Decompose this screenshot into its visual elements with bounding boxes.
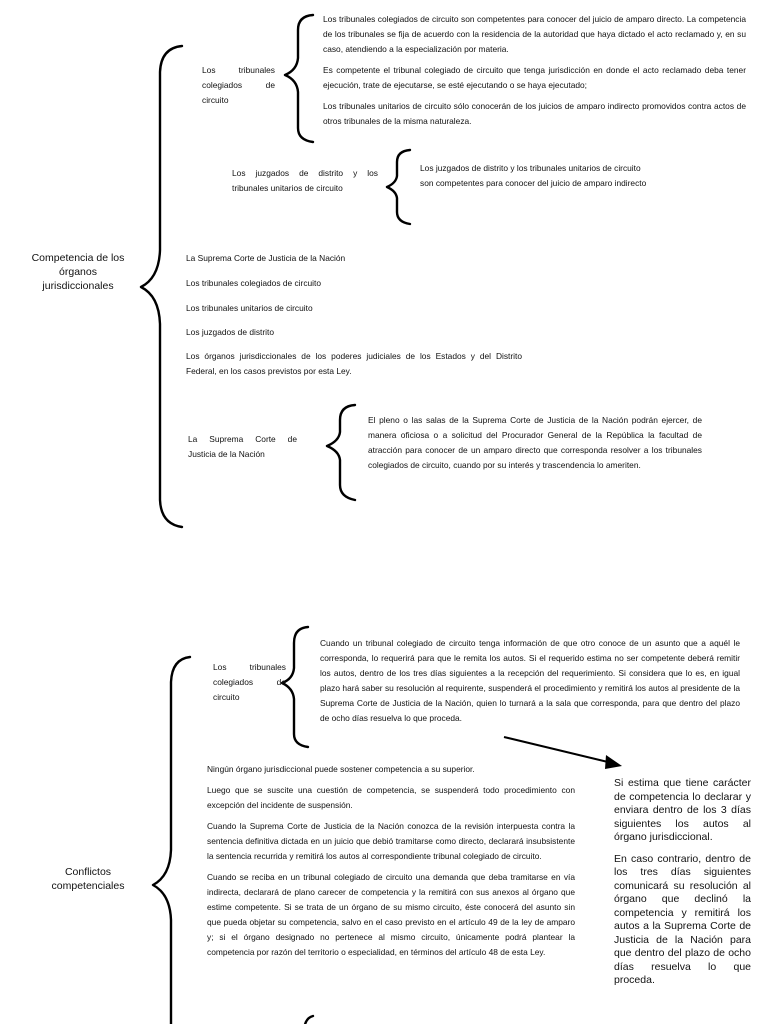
list-item: Los órganos jurisdiccionales de los poderes judiciales de los Estados y del Distrito Federal, en los casos previstos por esta Ley.	[186, 351, 522, 376]
root-label-conflictos: Conflictos competenciales	[51, 866, 125, 892]
side-note: En caso contrario, dentro de los tres días siguientes comunicará su resolución al órgano que declinó la competencia y remitirá los autos a la Suprema Corte de Justicia de la Nación para que dentro del plazo de ocho días resuelva lo que proceda.	[614, 852, 751, 986]
branch-label-tcc-conflictos: Los tribunales colegiados de circuito	[213, 662, 286, 702]
list-item: Los tribunales unitarios de circuito	[186, 303, 313, 313]
list-item: Los tribunales colegiados de circuito	[186, 278, 322, 288]
list-item: Los juzgados de distrito	[186, 327, 274, 337]
scjn-text: El pleno o las salas de la Suprema Corte de Justicia de la Nación podrán ejercer, de manera oficiosa o a solicitud del Procurador General de la República la facultad de atracción para conocer de un amparo directo que corresponda resolver a los tribunales colegiados de circuito, cuando por su interés y trascendencia lo ameriten.	[368, 415, 702, 470]
arrow-line	[504, 737, 612, 763]
juzgados-text: Los juzgados de distrito y los tribunales unitarios de circuito son competentes para conocer del juicio de amparo indirecto	[420, 163, 647, 188]
tcc-paragraph: Es competente el tribunal colegiado de circuito que tenga jurisdicción en donde el acto reclamado deba tener ejecución, trate de ejecutarse, se esté ejecutando o se haya ejecutado;	[323, 65, 746, 90]
conflictos-paragraph: Cuando se reciba en un tribunal colegiado de circuito una demanda que deba tramitarse en vía indirecta, declarará de plano carecer de competencia y la remitirá con sus anexos al órgano que estime competente. Si se trata de un órgano de su mismo circuito, éste conocerá del asunto sin que pueda objetar su competencia, salvo en el caso previsto en el artículo 49 de la ley de amparo y; si el órgano designado no pertenece al mismo circuito, únicamente podrá plantear la competencia por razón del territorio o especialidad, en términos del artículo 48 de esta Ley.	[207, 872, 575, 957]
root-brace-conflictos	[153, 657, 190, 1024]
brace-juzgados	[387, 150, 410, 224]
list-item: La Suprema Corte de Justicia de la Nación	[186, 253, 346, 263]
branch-label-scjn: La Suprema Corte de Justicia de la Nación	[188, 434, 297, 459]
root-brace-competencia	[141, 46, 182, 527]
brace-bottom-partial	[304, 1016, 313, 1024]
side-notes	[614, 777, 751, 988]
conflictos-paragraph: Cuando la Suprema Corte de Justicia de la Nación conozca de la revisión interpuesta contra la sentencia definitiva dictada en un juicio que debió tramitarse como directo, declarará insubsistente la sentencia recurrida y remitirá los autos al correspondiente tribunal colegiado de circuito.	[207, 821, 575, 861]
root-label-competencia: Competencia de los órganos jurisdiccionales	[31, 252, 125, 292]
arrow-head-icon	[605, 755, 622, 769]
tcc-conflictos-text: Cuando un tribunal colegiado de circuito tenga información de que otro conoce de un asunto que a aquél le corresponda, lo requerirá para que le remita los autos. Si el requerido estima no ser competente deberá remitir los autos, dentro de los tres días siguientes a la recepción del requerimiento. Si considera que lo es, en igual plazo hará saber su resolución al requirente, suspenderá el procedimiento y remitirá los autos al presidente de la Suprema Corte de Justicia de la Nación, quien lo turnará a la sala que corresponda, para que dentro del plazo de ocho días resuelva lo que proceda.	[320, 638, 740, 723]
side-note: Si estima que tiene carácter de competencia lo declarar y enviara dentro de los 3 días siguientes los autos al órgano jurisdiccional.	[614, 777, 751, 843]
branch-label-tcc: Los tribunales colegiados de circuito	[202, 65, 275, 105]
tcc-paragraph: Los tribunales colegiados de circuito son competentes para conocer del juicio de amparo directo. La competencia de los tribunales se fija de acuerdo con la residencia de la autoridad que haya dictado el acto reclamado y, en su caso, atendiendo a la especialización por materia.	[323, 14, 746, 54]
branch-label-juzgados: Los juzgados de distrito y los tribunales unitarios de circuito	[232, 168, 378, 193]
brace-scjn	[327, 405, 355, 500]
brace-tcc	[285, 15, 313, 142]
conflictos-paragraphs	[207, 762, 575, 966]
conflictos-paragraph: Ningún órgano jurisdiccional puede sostener competencia a su superior.	[207, 764, 475, 774]
tcc-paragraph: Los tribunales unitarios de circuito sólo conocerán de los juicios de amparo indirecto promovidos contra actos de otros tribunales de la misma naturaleza.	[323, 101, 746, 126]
conflictos-paragraph: Luego que se suscite una cuestión de competencia, se suspenderá todo procedimiento con excepción del incidente de suspensión.	[207, 785, 575, 810]
tcc-paragraphs	[323, 12, 746, 135]
